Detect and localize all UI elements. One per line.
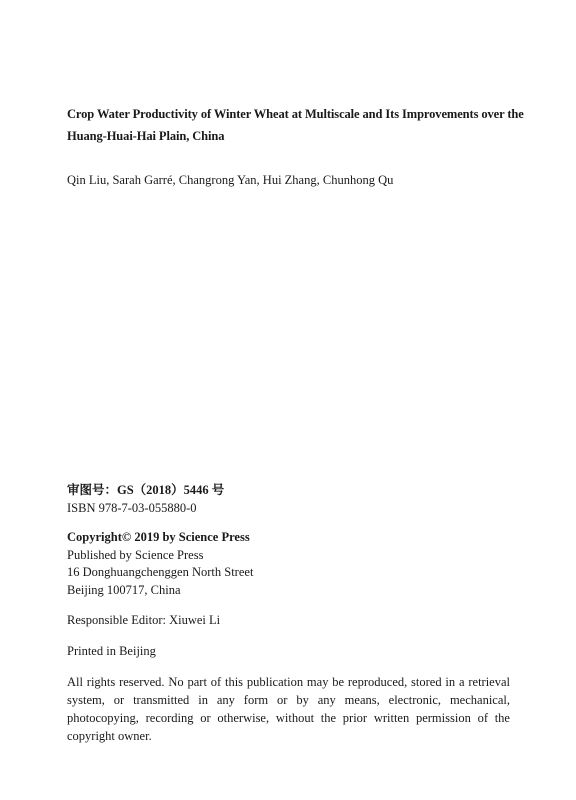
- publisher-line: Published by Science Press: [67, 547, 204, 562]
- responsible-editor: Responsible Editor: Xiuwei Li: [67, 613, 221, 627]
- publisher-address-line-2: Beijing 100717, China: [67, 582, 181, 597]
- rights-statement: All rights reserved. No part of this publication may be reproduced, stored in a retrieval system, or transmitted in any form or by any means, electronic, mechanical, photocopying, recording or otherwise, without the prior written permission of the copyright owner.: [67, 675, 510, 743]
- printed-location: Printed in Beijing: [67, 643, 156, 658]
- book-title: [67, 103, 524, 147]
- isbn: ISBN 978-7-03-055880-0: [67, 500, 197, 515]
- imprint-block: [67, 482, 517, 745]
- author-list: Qin Liu, Sarah Garré, Changrong Yan, Hui Zhang, Chunhong Qu: [67, 173, 394, 187]
- map-approval-number: 审图号：GS（2018）5446 号: [67, 483, 225, 497]
- book-title-line-1: Crop Water Productivity of Winter Wheat at Multiscale and Its Improvements over the: [67, 107, 524, 121]
- copyright-notice: Copyright© 2019 by Science Press: [67, 530, 250, 544]
- publisher-address-line-1: 16 Donghuangchenggen North Street: [67, 565, 254, 579]
- book-title-line-2: Huang-Huai-Hai Plain, China: [67, 129, 225, 143]
